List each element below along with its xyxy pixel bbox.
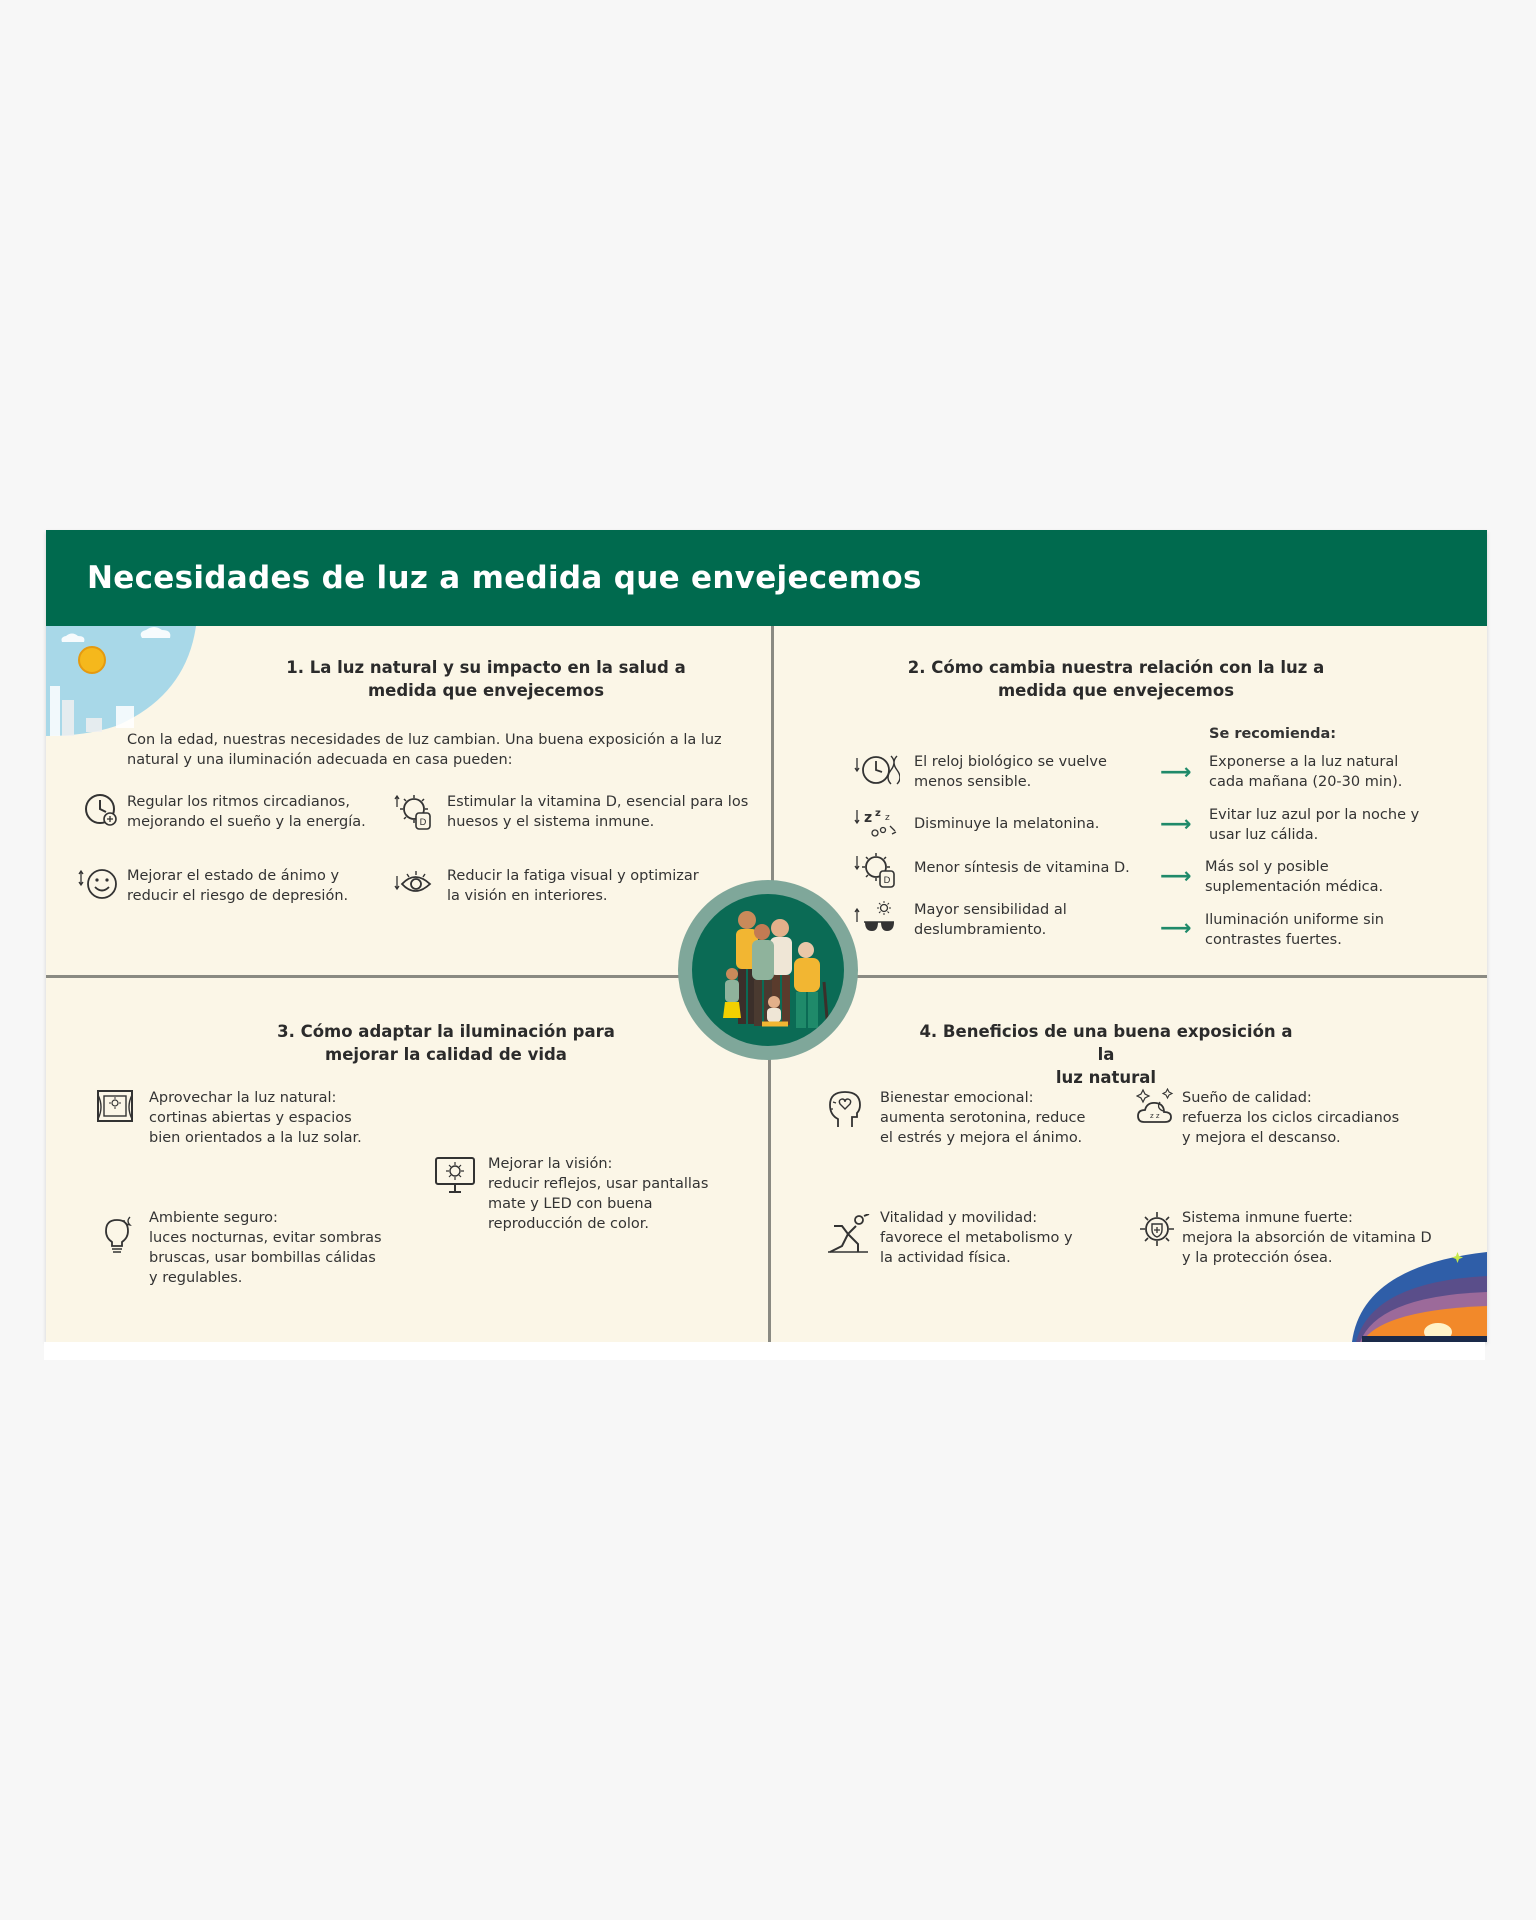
clock-icon [84,793,120,829]
svg-text:z: z [864,810,873,826]
sunset-illustration [1352,1246,1487,1342]
recommendation-2: Evitar luz azul por la noche y usar luz cálida. [1209,807,1420,843]
exercise-icon [826,1214,870,1254]
infographic-card [46,530,1487,1342]
section3-item2: Mejorar la visión: reducir reflejos, usar pantallas mate y LED con buena reproducción de color. [488,1156,709,1232]
svg-text:z z: z z [1150,1112,1160,1120]
section4-item1: Bienestar emocional: aumenta serotonina, reduce el estrés y mejora el ánimo. [880,1090,1086,1146]
recommend-title: Se recomienda: [1209,726,1337,742]
section1-intro: Con la edad, nuestras necesidades de luz cambian. Una buena exposición a la luz natural y una iluminación adecuada en casa pueden: [127,732,722,768]
card-bottom-edge [44,1342,1485,1360]
eye-icon [394,868,436,900]
recommendation-3: Más sol y posible suplementación médica. [1205,859,1384,895]
family-illustration [678,880,858,1060]
head-heart-icon [826,1089,866,1129]
smile-icon [78,866,120,902]
section1-item2: Estimular la vitamina D, esencial para los huesos y el sistema inmune. [447,794,749,830]
svg-text:D: D [883,876,891,886]
section4-item3: Vitalidad y movilidad: favorece el metabolismo y la actividad física. [880,1210,1073,1266]
vitamin-d-icon [394,793,434,831]
arrow-icon: ⟶ [1160,916,1192,941]
recommendation-4: Iluminación uniforme sin contrastes fuertes. [1205,912,1384,948]
section1-item3: Mejorar el estado de ánimo y reducir el riesgo de depresión. [127,868,349,904]
recommendation-1: Exponerse a la luz natural cada mañana (20-30 min). [1209,754,1403,790]
arrow-icon: ⟶ [1160,864,1192,889]
change-item4: Mayor sensibilidad al deslumbramiento. [914,902,1067,938]
sleep-cloud-icon [1136,1088,1178,1126]
arrow-icon: ⟶ [1160,760,1192,785]
svg-text:z: z [875,808,881,819]
change-item1: El reloj biológico se vuelve menos sensible. [914,754,1107,790]
immune-shield-icon [1138,1210,1176,1248]
svg-text:D: D [419,818,427,828]
divider-horizontal-left [46,975,686,978]
divider-horizontal-right [854,975,1487,978]
sky-city-illustration [46,626,196,746]
section1-item1: Regular los ritmos circadianos, mejorando el sueño y la energía. [127,794,366,830]
change-item3: Menor síntesis de vitamina D. [914,860,1130,876]
monitor-icon [434,1156,476,1194]
section3-item3: Ambiente seguro: luces nocturnas, evitar sombras bruscas, usar bombillas cálidas y regulables. [149,1210,382,1286]
section4-title: 4. Beneficios de una buena exposición a la luz natural [919,1022,1293,1087]
biological-clock-icon [854,752,900,788]
section4-item4: Sistema inmune fuerte: mejora la absorción de vitamina D y la protección ósea. [1182,1210,1432,1266]
section4-item2: Sueño de calidad: refuerza los ciclos circadianos y mejora el descanso. [1182,1090,1400,1146]
section3-item1: Aprovechar la luz natural: cortinas abiertas y espacios bien orientados a la luz solar. [149,1090,362,1146]
page-title: Necesidades de luz a medida que envejecemos [87,560,922,596]
sunglasses-icon [854,900,900,936]
arrow-icon: ⟶ [1160,812,1192,837]
sleep-icon [854,806,900,840]
section1-item4: Reducir la fatiga visual y optimizar la visión en interiores. [447,868,699,904]
vitamin-d-icon [854,852,900,888]
header-bar [46,530,1487,626]
svg-text:z: z [885,813,890,823]
section3-title: 3. Cómo adaptar la iluminación para mejorar la calidad de vida [277,1022,615,1064]
section1-title: 1. La luz natural y su impacto en la salud a medida que envejecemos [286,658,686,700]
divider-vertical-top [771,626,774,892]
change-item2: Disminuye la melatonina. [914,816,1100,832]
section2-title: 2. Cómo cambia nuestra relación con la luz a medida que envejecemos [907,658,1325,700]
lightbulb-icon [102,1214,136,1254]
window-icon [96,1089,134,1123]
